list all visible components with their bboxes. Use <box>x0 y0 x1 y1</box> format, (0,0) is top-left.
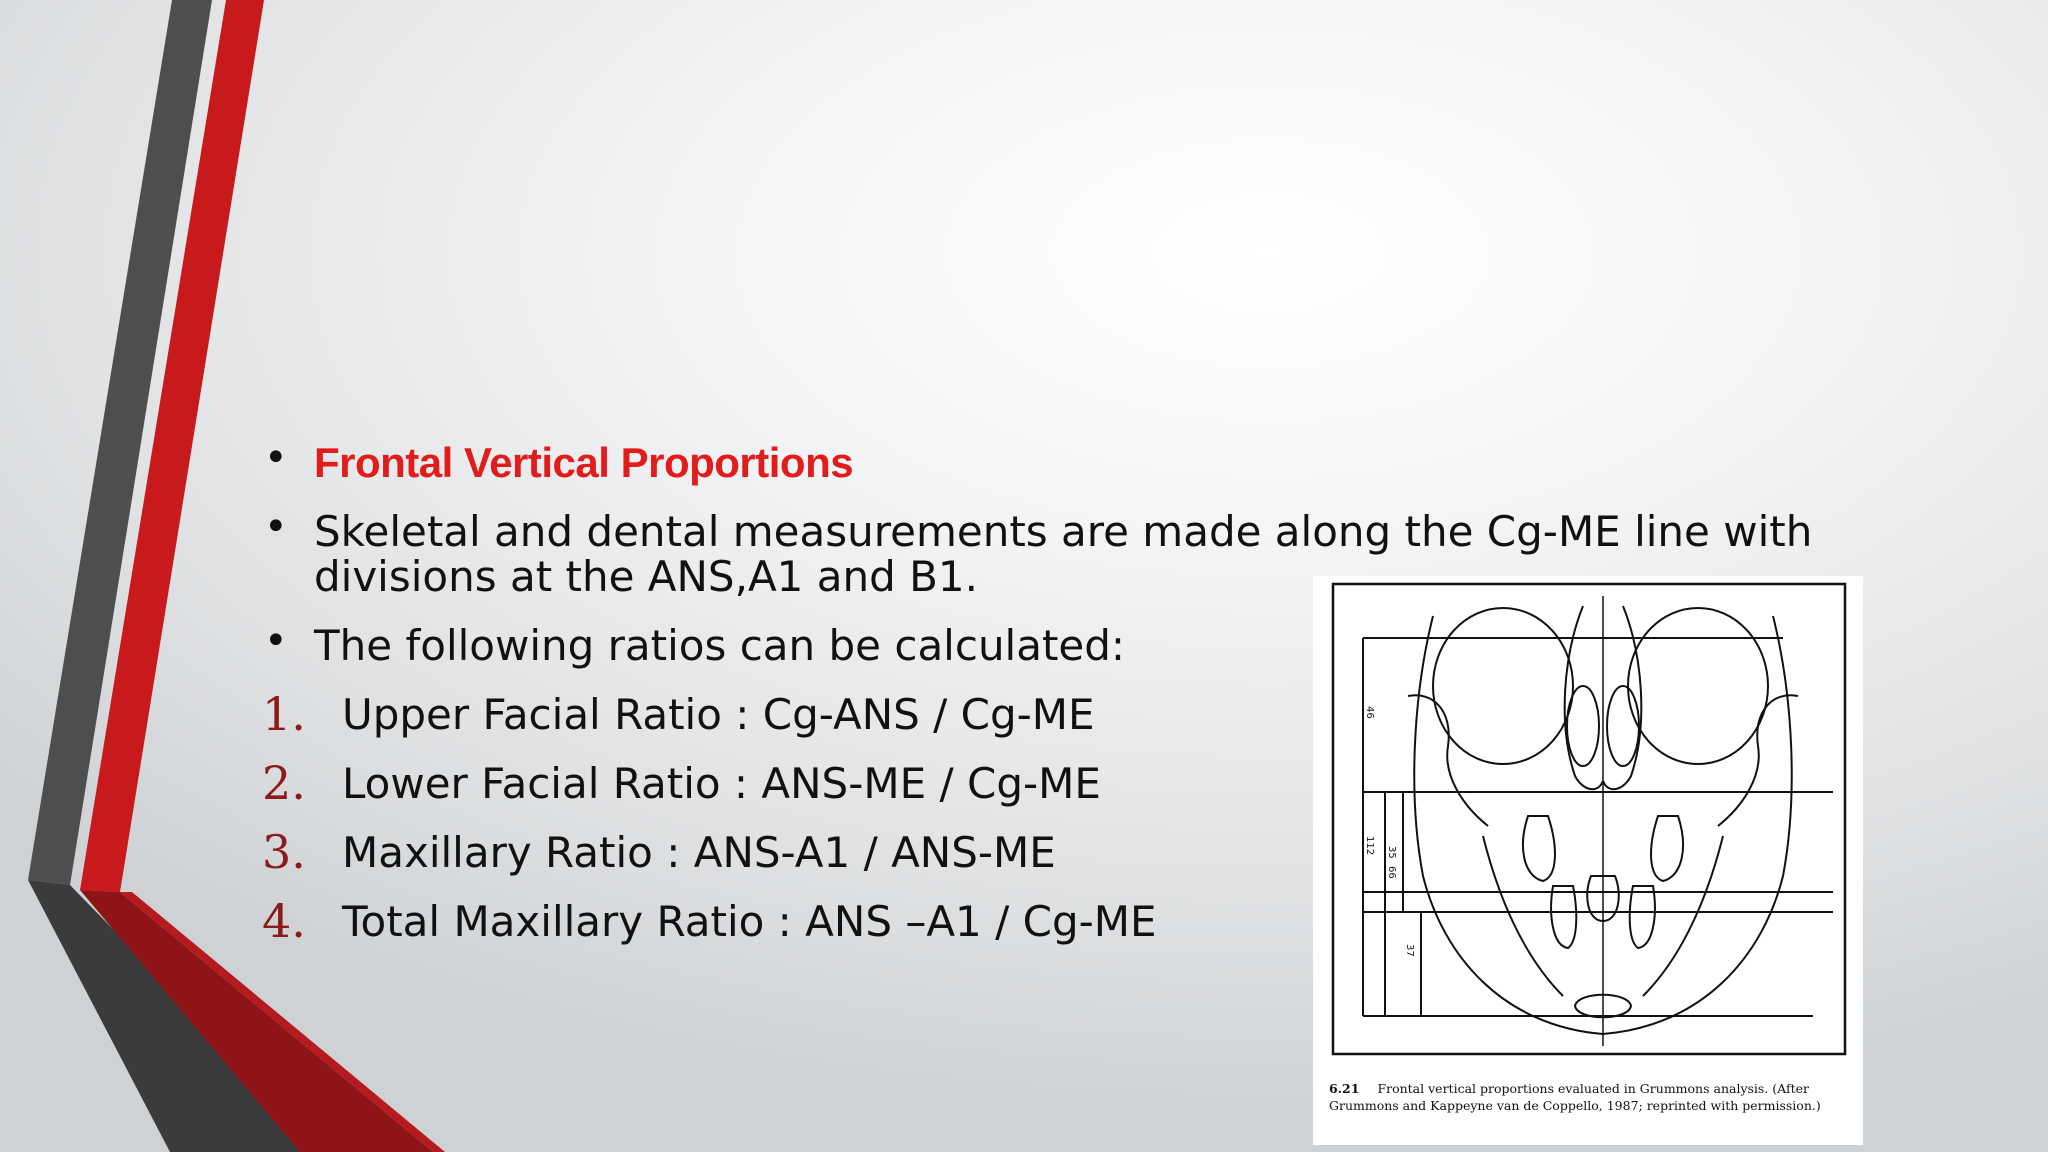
figure-caption <box>1329 1080 1849 1114</box>
bullet-dot: • <box>264 618 288 664</box>
label-66: 66 <box>1386 866 1397 879</box>
caption-text: Frontal vertical proportions evaluated in Grummons analysis. (After Grummons and Kappeyne van de Coppello, 1987; reprinted with permission.) <box>1329 1081 1821 1113</box>
caption-number: 6.21 <box>1329 1081 1360 1096</box>
slide-heading: Frontal Vertical Proportions <box>314 439 854 486</box>
bullet-dot: • <box>264 435 288 481</box>
label-46: 46 <box>1364 706 1375 719</box>
ratio-text: Upper Facial Ratio : Cg-ANS / Cg-ME <box>342 690 1095 739</box>
ratio-number: 4. <box>262 894 306 948</box>
measurement-labels <box>1313 576 1863 1076</box>
ratio-text: Maxillary Ratio : ANS-A1 / ANS-ME <box>342 828 1056 877</box>
bullet-text: The following ratios can be calculated: <box>314 621 1126 670</box>
ratio-number: 2. <box>262 756 306 810</box>
label-112: 112 <box>1364 836 1375 856</box>
bullet-heading <box>262 435 1982 486</box>
label-35: 35 <box>1386 846 1397 859</box>
bullet-text: Skeletal and dental measurements are made along the Cg-ME line with divisions at the ANS,A1 and B1. <box>314 507 1813 601</box>
ratio-number: 3. <box>262 825 306 879</box>
ratio-number: 1. <box>262 687 306 741</box>
figure-frontal-proportions <box>1313 576 1863 1145</box>
bullet-dot: • <box>264 504 288 550</box>
label-37: 37 <box>1404 944 1415 957</box>
ratio-text: Lower Facial Ratio : ANS-ME / Cg-ME <box>342 759 1101 808</box>
ratio-text: Total Maxillary Ratio : ANS –A1 / Cg-ME <box>342 897 1157 946</box>
